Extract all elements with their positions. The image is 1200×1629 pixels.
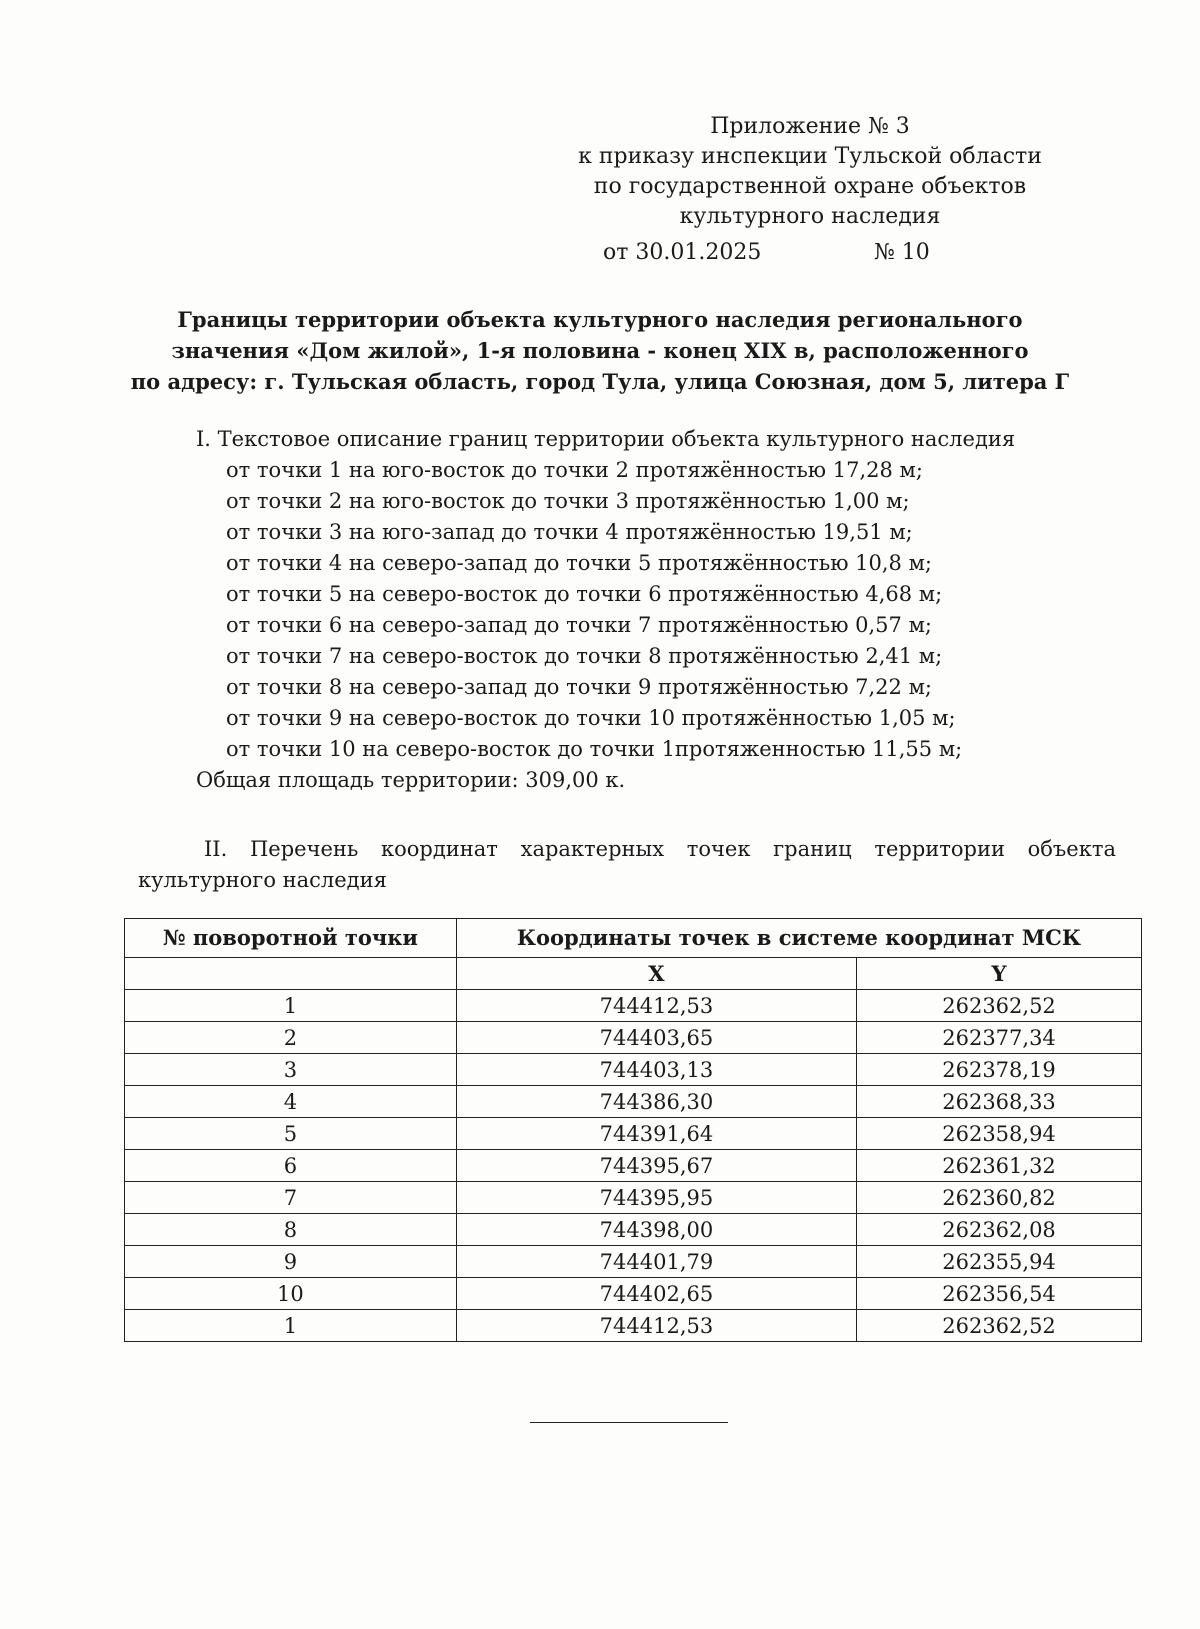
- table-row: [125, 990, 1142, 1022]
- boundary-segment: от точки 1 на юго-восток до точки 2 протяжённостью 17,28 м;: [226, 458, 923, 482]
- cell-x: 744391,64: [456, 1118, 856, 1150]
- boundary-segment: от точки 7 на северо-восток до точки 8 протяжённостью 2,41 м;: [226, 644, 943, 668]
- cell-x: 744403,13: [456, 1054, 856, 1086]
- cell-point: 4: [125, 1086, 457, 1118]
- coordinates-table: [124, 918, 1142, 1342]
- cell-x: 744403,65: [456, 1022, 856, 1054]
- cell-y: 262360,82: [857, 1182, 1142, 1214]
- coordinates-section-heading: [138, 834, 1116, 896]
- section2-heading-line-1: II. Перечень координат характерных точек границ территории объекта: [204, 837, 1116, 861]
- cell-x: 744386,30: [456, 1086, 856, 1118]
- cell-x: 744412,53: [456, 990, 856, 1022]
- cell-y: 262377,34: [857, 1022, 1142, 1054]
- subheader-y: Y: [857, 958, 1142, 990]
- appendix-heritage-line: культурного наследия: [679, 204, 941, 229]
- appendix-number: Приложение № 3: [710, 114, 910, 139]
- header-coordinates: Координаты точек в системе координат МСК: [456, 919, 1141, 958]
- table-row: [125, 1182, 1142, 1214]
- cell-point: 1: [125, 990, 457, 1022]
- table-header-row: [125, 919, 1142, 958]
- boundary-segment: от точки 3 на юго-запад до точки 4 протяжённостью 19,51 м;: [226, 520, 913, 544]
- cell-point: 8: [125, 1214, 457, 1246]
- cell-x: 744401,79: [456, 1246, 856, 1278]
- cell-x: 744412,53: [456, 1310, 856, 1342]
- cell-y: 262362,08: [857, 1214, 1142, 1246]
- boundary-segment: от точки 8 на северо-запад до точки 9 протяжённостью 7,22 м;: [226, 675, 932, 699]
- table-row: [125, 1278, 1142, 1310]
- table-row: [125, 1086, 1142, 1118]
- title-line-1: Границы территории объекта культурного наследия регионального: [177, 307, 1023, 332]
- boundary-segment: от точки 9 на северо-восток до точки 10 протяжённостью 1,05 м;: [226, 706, 956, 730]
- cell-point: 9: [125, 1246, 457, 1278]
- boundary-segment: от точки 4 на северо-запад до точки 5 протяжённостью 10,8 м;: [226, 551, 932, 575]
- cell-y: 262361,32: [857, 1150, 1142, 1182]
- table-row: [125, 1150, 1142, 1182]
- cell-point: 1: [125, 1310, 457, 1342]
- cell-y: 262362,52: [857, 1310, 1142, 1342]
- order-date: от 30.01.2025: [603, 240, 762, 265]
- order-number: № 10: [874, 240, 930, 265]
- end-divider: [530, 1422, 728, 1423]
- table-row: [125, 1310, 1142, 1342]
- cell-point: 7: [125, 1182, 457, 1214]
- title-line-3: по адресу: г. Тульская область, город Тула, улица Союзная, дом 5, литера Г: [130, 369, 1070, 394]
- table-row: [125, 1054, 1142, 1086]
- cell-point: 6: [125, 1150, 457, 1182]
- document-title: [120, 304, 1080, 397]
- cell-x: 744395,67: [456, 1150, 856, 1182]
- boundary-segment: от точки 2 на юго-восток до точки 3 протяжённостью 1,00 м;: [226, 489, 910, 513]
- cell-x: 744398,00: [456, 1214, 856, 1246]
- cell-point: 10: [125, 1278, 457, 1310]
- cell-y: 262378,19: [857, 1054, 1142, 1086]
- table-subheader-row: [125, 958, 1142, 990]
- subheader-x: X: [456, 958, 856, 990]
- title-line-2: значения «Дом жилой», 1-я половина - конец XIX в, расположенного: [171, 338, 1029, 363]
- cell-y: 262358,94: [857, 1118, 1142, 1150]
- appendix-order-line: к приказу инспекции Тульской области: [578, 144, 1042, 169]
- appendix-header: [560, 112, 1060, 232]
- cell-y: 262356,54: [857, 1278, 1142, 1310]
- cell-y: 262368,33: [857, 1086, 1142, 1118]
- boundary-segment: от точки 6 на северо-запад до точки 7 протяжённостью 0,57 м;: [226, 613, 932, 637]
- header-point-number: № поворотной точки: [125, 919, 457, 958]
- cell-point: 2: [125, 1022, 457, 1054]
- boundary-description: [196, 424, 1015, 796]
- section1-heading: I. Текстовое описание границ территории объекта культурного наследия: [196, 427, 1016, 451]
- table-row: [125, 1214, 1142, 1246]
- boundary-segment: от точки 5 на северо-восток до точки 6 протяжённостью 4,68 м;: [226, 582, 943, 606]
- cell-y: 262362,52: [857, 990, 1142, 1022]
- cell-y: 262355,94: [857, 1246, 1142, 1278]
- table-row: [125, 1022, 1142, 1054]
- table-row: [125, 1118, 1142, 1150]
- cell-point: 3: [125, 1054, 457, 1086]
- table-row: [125, 1246, 1142, 1278]
- cell-x: 744395,95: [456, 1182, 856, 1214]
- section2-heading-line-2: культурного наследия: [138, 868, 387, 892]
- subheader-empty: [125, 958, 457, 990]
- total-area: Общая площадь территории: 309,00 к.: [196, 768, 626, 792]
- cell-x: 744402,65: [456, 1278, 856, 1310]
- boundary-segment: от точки 10 на северо-восток до точки 1протяженностью 11,55 м;: [226, 737, 963, 761]
- appendix-authority-line: по государственной охране объектов: [593, 174, 1027, 199]
- cell-point: 5: [125, 1118, 457, 1150]
